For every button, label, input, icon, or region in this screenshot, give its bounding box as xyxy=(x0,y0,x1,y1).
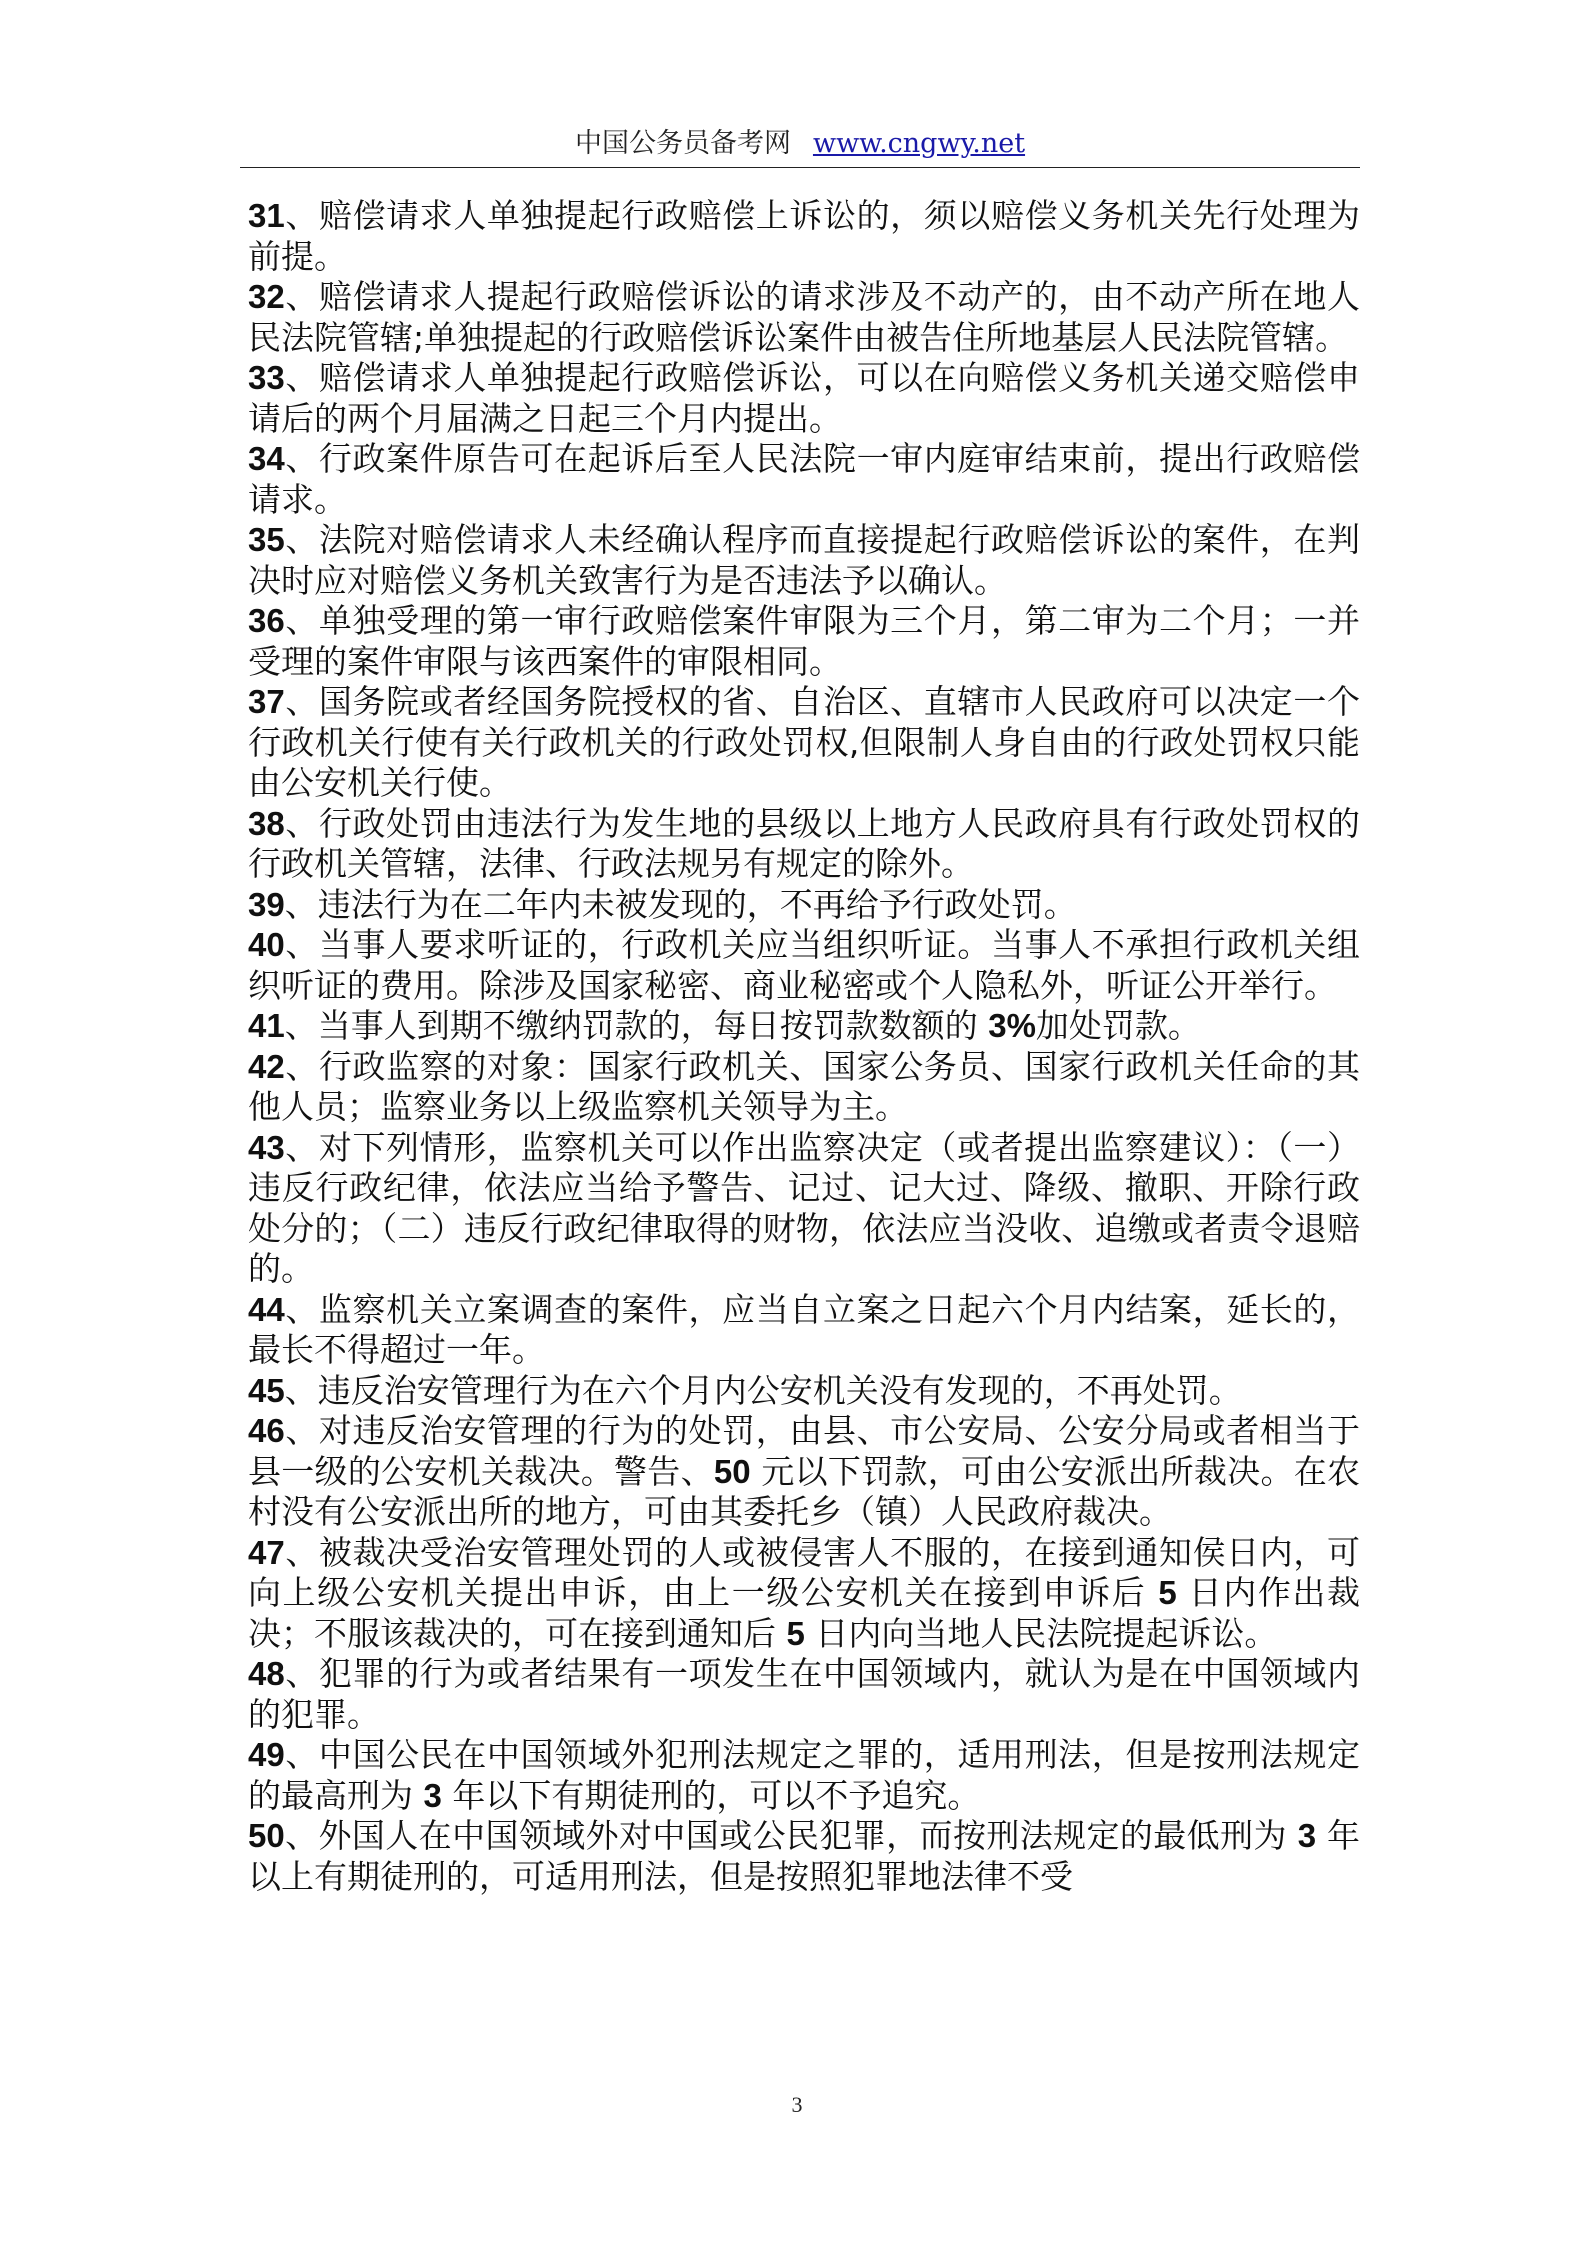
item-inline-number: 3 xyxy=(1297,1817,1317,1854)
item-text: 日内作出裁决；不服该裁决的，可在接到通知后 xyxy=(248,1573,1360,1653)
item-text: 年以下有期徒刑的，可以不予追究。 xyxy=(441,1775,981,1815)
site-url-link[interactable]: www.cngwy.net xyxy=(812,128,1026,159)
item-number: 40 xyxy=(248,926,285,963)
item-text: 、行政处罚由违法行为发生地的县级以上地方人民政府具有行政处罚权的行政机关管辖，法律、行政法规另有规定的除外。 xyxy=(248,803,1360,883)
item-text: 、赔偿请求人单独提起行政赔偿上诉讼的，须以赔偿义务机关先行处理为前提。 xyxy=(248,196,1360,276)
item-number: 46 xyxy=(248,1412,285,1449)
item-inline-number: 3% xyxy=(988,1007,1036,1044)
list-item xyxy=(248,1006,1360,1047)
item-text: 、违法行为在二年内未被发现的，不再给予行政处罚。 xyxy=(284,884,1077,924)
item-text: 、国务院或者经国务院授权的省、自治区、直辖市人民政府可以决定一个行政机关行使有关行政机关的行政处罚权,但限制人身自由的行政处罚权只能由公安机关行使。 xyxy=(248,682,1360,802)
list-item xyxy=(248,1735,1360,1816)
list-item xyxy=(248,1371,1360,1412)
list-item xyxy=(248,885,1360,926)
item-number: 33 xyxy=(248,359,285,396)
item-number: 31 xyxy=(248,197,285,234)
item-number: 34 xyxy=(248,440,285,477)
item-number: 38 xyxy=(248,804,285,842)
item-text: 、当事人到期不缴纳罚款的，每日按罚款数额的 xyxy=(284,1006,989,1045)
list-item xyxy=(248,1047,1360,1128)
item-number: 36 xyxy=(248,602,285,639)
item-number: 47 xyxy=(248,1533,285,1571)
item-number: 32 xyxy=(248,278,285,315)
list-item xyxy=(248,601,1360,682)
item-text: 、赔偿请求人单独提起行政赔偿诉讼，可以在向赔偿义务机关递交赔偿申请后的两个月届满之日起三个月内提出。 xyxy=(248,358,1360,438)
list-item xyxy=(248,1654,1360,1735)
list-item xyxy=(248,277,1360,358)
item-text: 、中国公民在中国领域外犯刑法规定之罪的，适用刑法，但是按刑法规定的最高刑为 xyxy=(248,1735,1360,1815)
item-number: 44 xyxy=(248,1290,285,1328)
item-number: 45 xyxy=(248,1371,285,1409)
item-text: 、犯罪的行为或者结果有一项发生在中国领域内，就认为是在中国领域内的犯罪。 xyxy=(248,1654,1360,1734)
list-item xyxy=(248,520,1360,601)
item-number: 49 xyxy=(248,1736,285,1773)
list-item xyxy=(248,1290,1360,1371)
item-number: 41 xyxy=(248,1007,285,1044)
item-number: 48 xyxy=(248,1655,285,1692)
item-number: 50 xyxy=(248,1817,285,1854)
item-text: 、外国人在中国领域外对中国或公民犯罪，而按刑法规定的最低刑为 xyxy=(284,1816,1298,1855)
item-number: 43 xyxy=(248,1128,285,1166)
list-item xyxy=(248,1816,1360,1897)
item-inline-number: 5 xyxy=(1158,1574,1177,1611)
list-item xyxy=(248,1533,1360,1655)
item-text: 、行政监察的对象：国家行政机关、国家公务员、国家行政机关任命的其他人员；监察业务以上级监察机关领导为主。 xyxy=(248,1046,1360,1126)
item-inline-number: 50 xyxy=(713,1452,751,1490)
item-text: 加处罚款。 xyxy=(1035,1006,1201,1045)
item-text: 、当事人要求听证的，行政机关应当组织听证。当事人不承担行政机关组织听证的费用。除涉及国家秘密、商业秘密或个人隐私外，听证公开举行。 xyxy=(248,925,1360,1005)
page-header xyxy=(240,121,1360,167)
item-text: 、对下列情形，监察机关可以作出监察决定（或者提出监察建议）：（一）违反行政纪律，依法应当给予警告、记过、记大过、降级、撤职、开除行政处分的；（二）违反行政纪律取得的财物，依法应当没收、追缴或者责令退赔的。 xyxy=(248,1127,1360,1288)
list-item xyxy=(248,1128,1360,1290)
list-item xyxy=(248,925,1360,1006)
item-text: 、被裁决受治安管理处罚的人或被侵害人不服的，在接到通知侯日内，可向上级公安机关提出申诉，由上一级公安机关在接到申诉后 xyxy=(248,1532,1360,1612)
item-number: 42 xyxy=(248,1047,285,1085)
item-number: 37 xyxy=(248,683,285,720)
item-number: 39 xyxy=(248,885,285,923)
list-item xyxy=(248,682,1360,804)
list-item xyxy=(248,439,1360,520)
item-text: 、行政案件原告可在起诉后至人民法院一审内庭审结束前，提出行政赔偿请求。 xyxy=(248,439,1360,519)
document-body xyxy=(248,196,1360,1897)
page-number: 3 xyxy=(791,2092,803,2117)
item-text: 、对违反治安管理的行为的处罚，由县、市公安局、公安分局或者相当于县一级的公安机关裁决。警告、 xyxy=(248,1411,1360,1491)
item-inline-number: 5 xyxy=(786,1614,805,1652)
item-text: 、单独受理的第一审行政赔偿案件审限为三个月，第二审为二个月；一并受理的案件审限与该西案件的审限相同。 xyxy=(248,601,1360,681)
item-text: 元以下罚款，可由公安派出所裁决。在农村没有公安派出所的地方，可由其委托乡（镇）人民政府裁决。 xyxy=(248,1451,1360,1531)
item-text: 年以上有期徒刑的，可适用刑法，但是按照犯罪地法律不受 xyxy=(248,1816,1360,1896)
site-name: 中国公务员备考网 xyxy=(574,128,791,159)
header-rule xyxy=(240,167,1360,168)
item-text: 、法院对赔偿请求人未经确认程序而直接提起行政赔偿诉讼的案件，在判决时应对赔偿义务机关致害行为是否违法予以确认。 xyxy=(248,520,1360,600)
list-item xyxy=(248,358,1360,439)
list-item xyxy=(248,804,1360,885)
item-text: 、赔偿请求人提起行政赔偿诉讼的请求涉及不动产的，由不动产所在地人民法院管辖;单独提起的行政赔偿诉讼案件由被告住所地基层人民法院管辖。 xyxy=(248,277,1360,357)
list-item xyxy=(248,196,1360,277)
item-text: 、监察机关立案调查的案件，应当自立案之日起六个月内结案，延长的，最长不得超过一年。 xyxy=(248,1289,1360,1369)
item-number: 35 xyxy=(248,521,285,558)
item-text: 、违反治安管理行为在六个月内公安机关没有发现的，不再处罚。 xyxy=(284,1370,1242,1410)
list-item xyxy=(248,1411,1360,1533)
item-inline-number: 3 xyxy=(423,1776,442,1814)
item-text: 日内向当地人民法院提起诉讼。 xyxy=(804,1613,1278,1653)
